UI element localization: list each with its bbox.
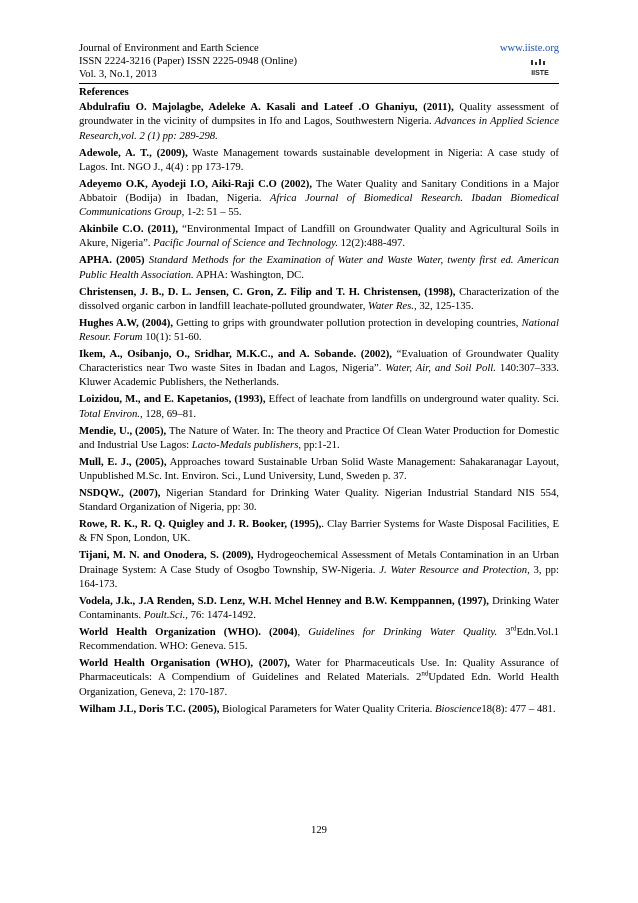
reference-item: APHA. (2005) Standard Methods for the Examination of Water and Waste Water, twenty first ed. American Public Health Association. APHA: Washington, DC.: [79, 254, 559, 281]
references-section: [79, 85, 559, 719]
journal-url-link[interactable]: www.iiste.org: [499, 43, 559, 54]
page-header: [79, 42, 559, 81]
volume-line: Vol. 3, No.1, 2013: [79, 69, 157, 80]
reference-item: Hughes A.W, (2004), Getting to grips with groundwater pollution protection in developing countries, National Resour. Forum 10(1): 51-60.: [79, 316, 559, 344]
iiste-logo-icon: [529, 59, 551, 77]
reference-item: World Health Organization (WHO). (2004), Guidelines for Drinking Water Quality. 3rdEdn.Vol.1 Recommendation. WHO: Geneva. 515.: [79, 624, 559, 653]
reference-item: Rowe, R. K., R. Q. Quigley and J. R. Booker, (1995),. Clay Barrier Systems for Waste Disposal Facilities, E & FN Spon, London, UK.: [79, 518, 559, 545]
page-number: 129: [311, 825, 327, 836]
reference-item: Mendie, U., (2005), The Nature of Water. In: The theory and Practice Of Clean Water Production for Domestic and Industrial Use Lagos: Lacto-Medals publishers, pp:1-21.: [79, 424, 559, 451]
reference-item: World Health Organisation (WHO), (2007), Water for Pharmaceuticals Use. In: Quality Assurance of Pharmaceuticals: A Compendium of Guidelines and Related Materials. 2ndUpdated Edn. World Health Organization, Geneva, 2: 170-187.: [79, 657, 559, 698]
header-rule: [79, 83, 559, 84]
reference-item: Tijani, M. N. and Onodera, S. (2009), Hydrogeochemical Assessment of Metals Contamination in an Urban Drainage System: A Case Study of Osogbo Township, SW-Nigeria. J. Water Resource and Protection, 3, pp: 164-173.: [79, 549, 559, 590]
journal-title: Journal of Environment and Earth Science: [79, 43, 259, 54]
reference-item: Abdulrafiu O. Majolagbe, Adeleke A. Kasali and Lateef .O Ghaniyu, (2011), Quality assessment of groundwater in the vicinity of dumpsites in Ifo and Lagos, Southwestern Nigeria. Advances in Applied Science Research,vol. 2 (1) pp: 289-298.: [79, 101, 560, 142]
reference-item: Adewole, A. T., (2009), Waste Management towards sustainable development in Nigeria: A case study of Lagos. Int. NGO J., 4(4) : pp 173-179.: [79, 146, 559, 173]
reference-item: Christensen, J. B., D. L. Jensen, C. Gron, Z. Filip and T. H. Christensen, (1998), Characterization of the dissolved organic carbon in landfill leachate-polluted groundwater, Water Res., 32, 125-135.: [79, 285, 560, 312]
reference-item: Mull, E. J., (2005), Approaches toward Sustainable Urban Solid Waste Management: Sahakaranagar Layout, Unpublished M.Sc. Int. Environ. Sci., Lund University, Lund, Sweden p. 37.: [79, 455, 560, 483]
reference-item: Wilham J.L, Doris T.C. (2005), Biological Parameters for Water Quality Criteria. Bioscience18(8): 477 – 481.: [79, 702, 556, 715]
reference-item: Vodela, J.k., J.A Renden, S.D. Lenz, W.H. Mchel Henney and B.W. Kemppannen, (1997), Drinking Water Contaminants. Poult.Sci., 76: 1474-1492.: [79, 594, 559, 622]
reference-item: NSDQW., (2007), Nigerian Standard for Drinking Water Quality. Nigerian Industrial Standard NIS 554, Standard Organization of Nigeria, pp: 30.: [79, 487, 559, 514]
references-heading: References: [79, 86, 129, 98]
reference-item: Loizidou, M., and E. Kapetanios, (1993), Effect of leachate from landfills on underground water quality. Sci. Total Environ., 128, 69–81.: [79, 393, 559, 420]
reference-item: Adeyemo O.K, Ayodeji I.O, Aiki-Raji C.O (2002), The Water Quality and Sanitary Conditions in a Major Abbatoir (Bodija) in Ibadan, Nigeria. Africa Journal of Biomedical Research. Ibadan Biomedical Communications Group, 1-2: 51 – 55.: [79, 177, 560, 219]
reference-list: [79, 100, 559, 622]
svg-text:IISTE: IISTE: [531, 70, 549, 77]
reference-item: Ikem, A., Osibanjo, O., Sridhar, M.K.C., and A. Sobande. (2002), “Evaluation of Groundwater Quality Characteristics near Two waste Sites in Ibadan and Lagos, Nigeria”. Water, Air, and Soil Poll. 140:307–333. Kluwer Academic Publishers, the Netherlands.: [79, 348, 560, 389]
reference-item: Akinbile C.O. (2011), “Environmental Impact of Landfill on Groundwater Quality and Agricultural Soils in Akure, Nigeria”. Pacific Journal of Science and Technology. 12(2):488-497.: [79, 223, 559, 250]
issn-line: ISSN 2224-3216 (Paper) ISSN 2225-0948 (Online): [79, 56, 298, 67]
